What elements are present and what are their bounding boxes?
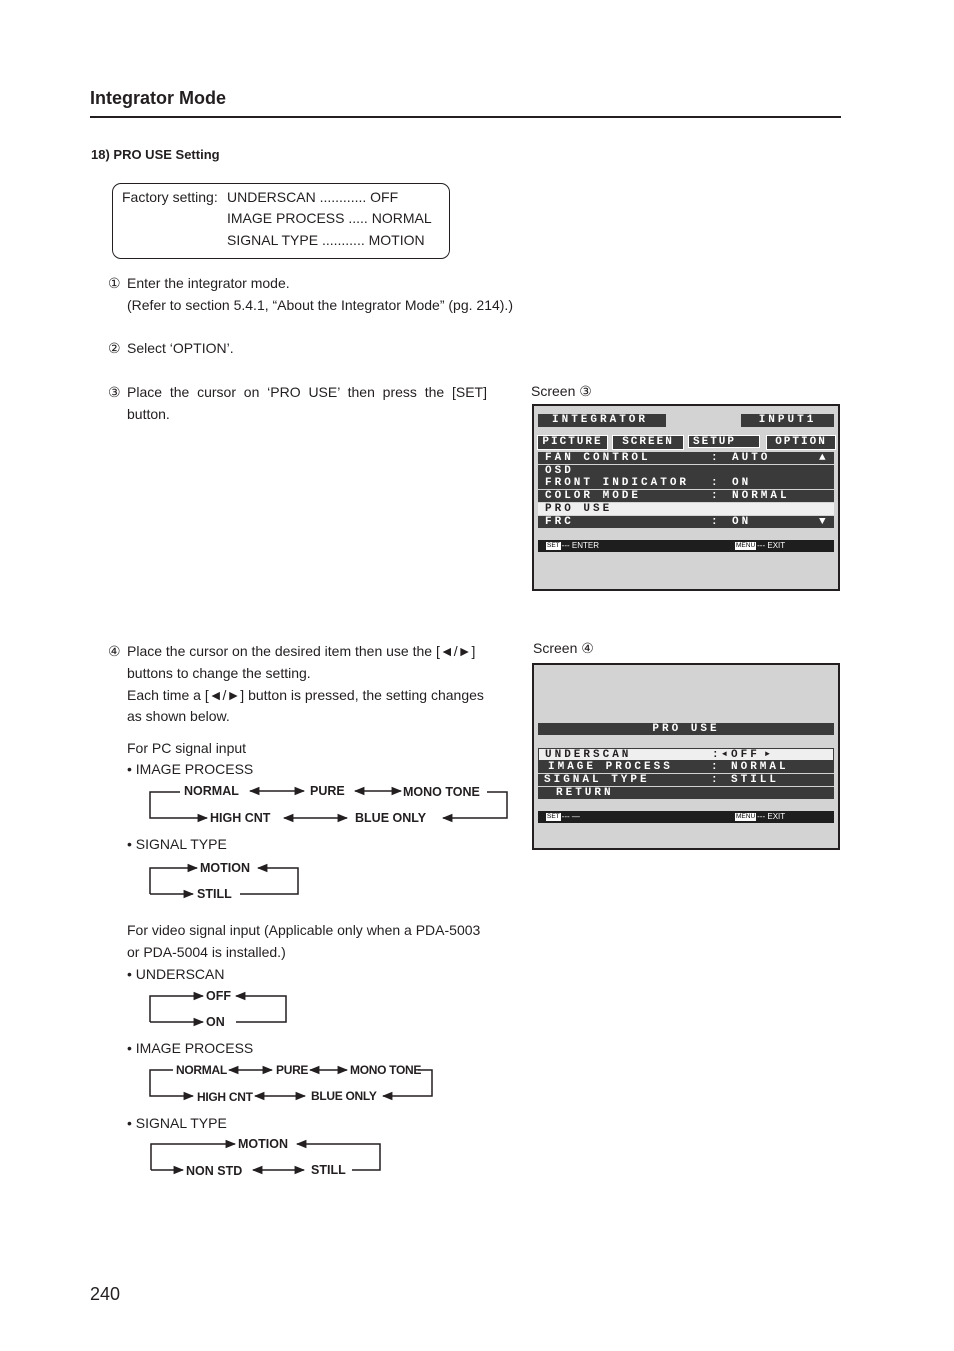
video-st-still: STILL: [311, 1163, 346, 1177]
video-st-non-std: NON STD: [186, 1164, 243, 1178]
step4-number: ④: [108, 643, 121, 659]
step4-text-4: as shown below.: [127, 708, 230, 724]
factory-value: MOTION: [368, 232, 425, 248]
osd-row-frc[interactable]: FRC : ON ▼: [538, 516, 834, 528]
arrow-left-icon: ◄: [722, 750, 727, 759]
osd-footer: SET --- — MENU --- EXIT: [538, 811, 834, 823]
step4-text-3: Each time a [◄/►] button is pressed, the setting changes: [127, 687, 484, 703]
factory-name: SIGNAL TYPE: [227, 232, 319, 248]
osd-row-pro-use[interactable]: PRO USE: [538, 503, 834, 515]
factory-dots: ...........: [321, 232, 365, 248]
pc-ip-high-cnt: HIGH CNT: [210, 811, 271, 825]
screen4-caption: Screen ④: [533, 640, 594, 656]
screen3-osd: [532, 404, 840, 591]
tab-setup[interactable]: SETUP: [688, 435, 760, 448]
video-ip-high-cnt: HIGH CNT: [197, 1090, 253, 1104]
video-ip-normal: NORMAL: [176, 1063, 227, 1077]
osd-row-color-mode[interactable]: COLOR MODE : NORMAL: [538, 490, 834, 502]
osd-row-fan-control[interactable]: FAN CONTROL : AUTO ▲: [538, 452, 834, 464]
video-ip-blue-only: BLUE ONLY: [311, 1089, 377, 1103]
video-ip-pure: PURE: [276, 1063, 309, 1077]
video-st-motion: MOTION: [238, 1137, 288, 1151]
menu-key-icon: MENU: [736, 812, 756, 820]
osd-row-front-indicator[interactable]: FRONT INDICATOR : ON: [538, 477, 834, 489]
video-us-on: ON: [206, 1015, 225, 1029]
factory-dots: ............: [319, 189, 367, 205]
step3-number: ③: [108, 384, 121, 400]
pc-st-still: STILL: [197, 887, 232, 901]
video-signal-type-label: • SIGNAL TYPE: [127, 1115, 227, 1131]
video-input-heading: For video signal input (Applicable only when a PDA-5003: [127, 922, 481, 938]
video-input-heading-2: or PDA-5004 is installed.): [127, 944, 286, 960]
screen3-caption: Screen ③: [531, 383, 592, 399]
osd-row-osd[interactable]: OSD: [538, 465, 834, 477]
tab-picture[interactable]: PICTURE: [537, 435, 608, 450]
pc-ip-normal: NORMAL: [184, 784, 239, 798]
factory-value: NORMAL: [371, 210, 432, 226]
scroll-up-icon: ▲: [819, 452, 826, 464]
menu-key-icon: MENU: [736, 541, 756, 549]
step1-ref: (Refer to section 5.4.1, “About the Integrator Mode” (pg. 214).): [127, 297, 513, 313]
step1-text: Enter the integrator mode.: [127, 275, 290, 291]
pc-ip-mono-tone: MONO TONE: [403, 785, 480, 799]
step2-text: Select ‘OPTION’.: [127, 340, 234, 356]
osd-title-integrator: INTEGRATOR: [538, 414, 666, 427]
factory-name: IMAGE PROCESS: [227, 210, 345, 226]
pc-image-process-label: • IMAGE PROCESS: [127, 761, 254, 777]
section-title: 18) PRO USE Setting: [91, 147, 220, 162]
step4-text: Place the cursor on the desired item then use the [◄/►]: [127, 643, 476, 659]
set-key-icon: SET: [547, 541, 560, 549]
osd-title-input: INPUT1: [741, 414, 834, 427]
video-us-off: OFF: [206, 989, 231, 1003]
screen4-osd: [532, 663, 840, 850]
factory-value: OFF: [370, 189, 399, 205]
tab-option[interactable]: OPTION: [766, 435, 836, 450]
osd-row-signal-type[interactable]: SIGNAL TYPE : STILL: [538, 774, 834, 786]
pc-st-motion: MOTION: [200, 861, 250, 875]
step2-number: ②: [108, 340, 121, 356]
video-ip-mono-tone: MONO TONE: [350, 1063, 422, 1077]
video-underscan-label: • UNDERSCAN: [127, 966, 225, 982]
page-title: Integrator Mode: [90, 88, 227, 108]
osd-row-underscan[interactable]: UNDERSCAN : ◄ OFF ►: [538, 748, 834, 761]
video-image-process-label: • IMAGE PROCESS: [127, 1040, 254, 1056]
set-key-icon: SET: [547, 812, 560, 820]
osd-title-pro-use: PRO USE: [538, 723, 834, 735]
factory-label: Factory setting:: [122, 189, 218, 205]
tab-screen[interactable]: SCREEN: [612, 435, 684, 450]
step3-text: Place the cursor on ‘PRO USE’ then press the [SET]: [127, 384, 487, 400]
factory-name: UNDERSCAN: [227, 189, 316, 205]
step4-text-2: buttons to change the setting.: [127, 665, 311, 681]
step3-text-2: button.: [127, 406, 170, 422]
pc-signal-type-label: • SIGNAL TYPE: [127, 836, 227, 852]
page-number: 240: [90, 1284, 121, 1304]
pc-ip-blue-only: BLUE ONLY: [355, 811, 427, 825]
arrow-right-icon: ►: [765, 750, 770, 759]
pc-input-heading: For PC signal input: [127, 740, 247, 756]
step1-number: ①: [108, 275, 121, 291]
osd-footer: SET --- ENTER MENU --- EXIT: [538, 540, 834, 552]
osd-row-image-process[interactable]: IMAGE PROCESS : NORMAL: [538, 761, 834, 773]
scroll-down-icon: ▼: [819, 516, 826, 528]
pc-ip-pure: PURE: [310, 784, 345, 798]
factory-dots: .....: [348, 210, 368, 226]
osd-row-return[interactable]: RETURN: [538, 787, 834, 799]
